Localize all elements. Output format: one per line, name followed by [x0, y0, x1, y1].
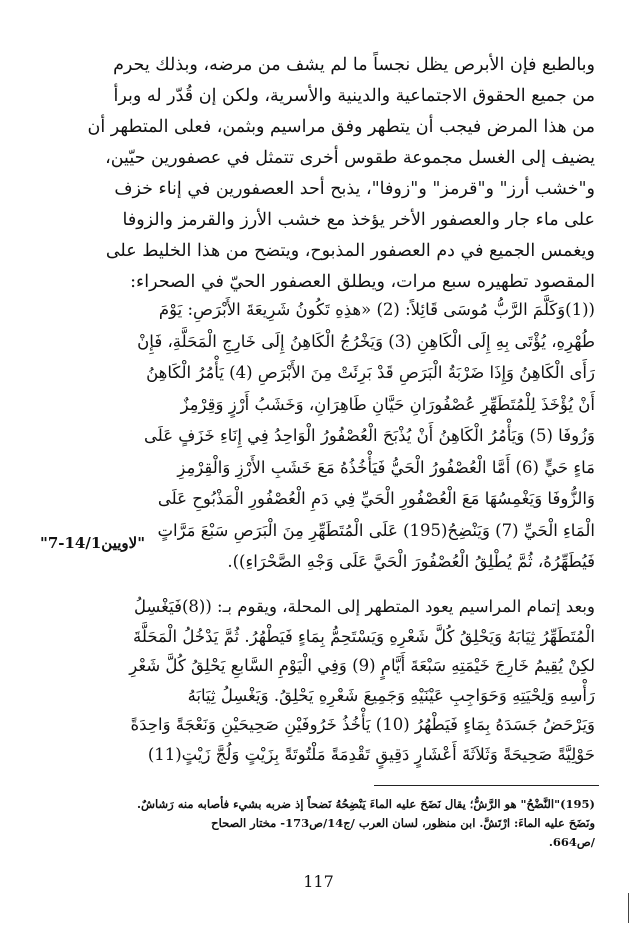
continuation-paragraph: وبعد إتمام المراسيم يعود المتطهر إلى المحلة، ويقوم بـ: ((8)فَيَغْسِلُ الْمُتَطَهِّرُ ثِيَابَهُ وَيَحْلِقُ كُلَّ شَعْرِهِ وَيَسْتَحِمُّ بِمَاءٍ فَيَطْهُرُ. ثُمَّ يَدْخُلُ الْمَحَلَّةَ لكِنْ يُقِيمُ خَارِجَ خَيْمَتِهِ سَبْعَةَ أَيَّامٍ (9) وَفِي الْيَوْمِ السَّابعِ يَحْلِقُ كُلَّ شَعْرِ رَأْسِهِ وَلِحْيَتِهِ وَحَوَاجِبِ عَيْنَيْهِ وَجَمِيعَ شَعْرِهِ يَحْلِقُ. وَيَغْسِلُ ثِيَابَهُ وَيَرْحَضُ جَسَدَهُ بِمَاءٍ فَيَطْهُرُ (10) يَأْخُذُ خَرُوفَيْنِ صَحِيحَيْنِ وَنَعْجَةً وَاحِدَةً حَوْلِيَّةً صَحِيحَةً وَثَلاَثَةَ أَعْشَارٍ دَقِيقٍ تَقْدِمَةً مَلْتُوتَةً بِزَيْتٍ وَلُجَّ زَيْتٍ(11)	[129, 597, 595, 764]
scripture-quote-paragraph: ((1)وَكَلَّمَ الرَّبُّ مُوسَى قَائِلاً: (2) «هذِهِ تَكُونُ شَرِيعَةَ الأَبْرَصِ: يَوْمَ طُهْرِهِ، يُؤْتَى بِهِ إِلَى الْكَاهِنِ (3) وَيَخْرُجُ الْكَاهِنُ إِلَى خَارِجِ الْمَحَلَّةِ، فَإِنْ رَأَى الْكَاهِنُ وَإِذَا ضَرْبَةُ الْبَرَصِ قَدْ بَرِئَتْ مِنَ الأَبْرَصِ (4) يَأْمُرُ الْكَاهِنُ أَنْ يُؤْخَذَ لِلْمُتَطَهِّرِ عُصْفُورَانِ حَيَّانِ طَاهِرَانِ، وَخَشَبُ أَرْزٍ وَقِرْمِزٌ وَزُوفَا (5) وَيَأْمُرُ الْكَاهِنُ أَنْ يُذْبَحَ الْعُصْفُورُ الْوَاحِدُ فِي إِنَاءِ خَزَفٍ عَلَى مَاءٍ حَيٍّ (6) أَمَّا الْعُصْفُورُ الْحَيُّ فَيَأْخُذُهُ مَعَ خَشَبِ الأَرْزِ وَالْقِرْمِزِ وَالزُّوفَا وَيَغْمِسُهَا مَعَ الْعُصْفُورِ الْحَيِّ فِي دَمِ الْعُصْفُورِ الْمَذْبُوحِ عَلَى الْمَاءِ الْحَيِّ (7) وَيَنْضِحُ(195) عَلَى الْمُتَطَهِّرِ مِنَ الْبَرَصِ سَبْعَ مَرَّاتٍ فَيُطَهِّرُهُ، ثُمَّ يُطْلِقُ الْعُصْفُورَ الْحَيَّ عَلَى وَجْهِ الصَّحْرَاءِ)).	[137, 300, 595, 571]
footnote: (195)"النَّضْحُ" هو الرَّشُّ؛ يقال نَضَحَ عليه الماءَ يَنْضِحُهُ نَضحاً إذ ضربه بشيء فأصابه منه رَشاشٌ. ونَضَحَ عليه الماءَ: ارْتَشَّ. ابن منظور، لسان العرب /ج14/ص173- مختار الصحاح /ص664.	[136, 797, 595, 849]
intro-paragraph: وبالطبع فإن الأبرص يظل نجساً ما لم يشف من مرضه، وبذلك يحرم من جميع الحقوق الاجتماعية والدينية والأسرية، ولكن إن قُدّر له وبرأ من هذا المرض فيجب أن يتطهر وفق مراسيم وبثمن، فعلى المتطهر أن يضيف إلى الغسل مجموعة طقوس أخرى تتمثل في عصفورين حيّين، و"خشب أرز" و"قرمز" و"زوفا"، يذبح أحد العصفورين في إناء خزف على ماء جار والعصفور الأخر يؤخذ مع خشب الأرز والقرمز والزوفا ويغمس الجميع في دم العصفور المذبوح، ويتضح من هذا الخليط على المقصود تطهيره سبع مرات، ويطلق العصفور الحيّ في الصحراء:	[87, 55, 595, 292]
page-edge-mark	[628, 893, 629, 923]
footnote-divider	[374, 785, 599, 786]
page-number: 117	[303, 872, 334, 891]
scripture-reference: "لاويين14/1-7"	[40, 534, 146, 552]
